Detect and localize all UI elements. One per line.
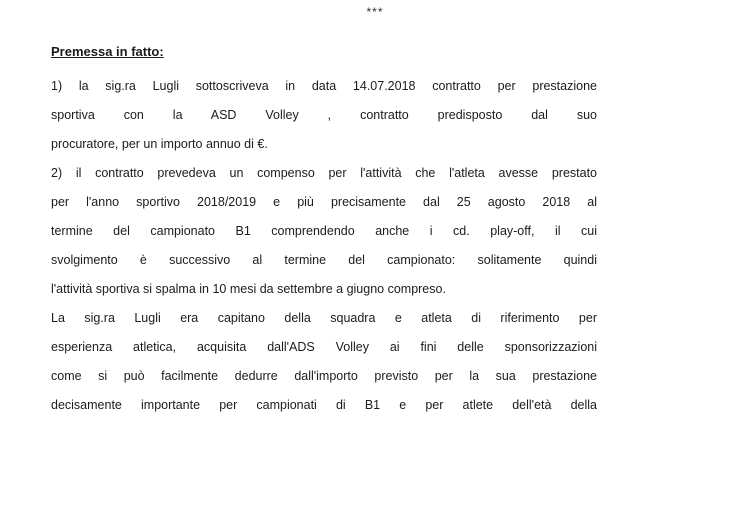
text-line: 2) il contratto prevedeva un compenso per l'attività che l'atleta avesse prestato	[51, 166, 597, 180]
text-line: decisamente importante per campionati di B1 e per atlete dell'età della	[51, 398, 597, 412]
section-heading: Premessa in fatto:	[51, 44, 164, 59]
text-line: procuratore, per un importo annuo di €.	[51, 137, 268, 151]
text-line: esperienza atletica, acquisita dall'ADS Volley ai fini delle sponsorizzazioni	[51, 340, 597, 354]
text-line: per l'anno sportivo 2018/2019 e più precisamente dal 25 agosto 2018 al	[51, 195, 597, 209]
document-body	[51, 72, 597, 420]
text-line: 1) la sig.ra Lugli sottoscriveva in data 14.07.2018 contratto per prestazione	[51, 79, 597, 93]
text-line: come si può facilmente dedurre dall'importo previsto per la sua prestazione	[51, 369, 597, 383]
text-line: La sig.ra Lugli era capitano della squadra e atleta di riferimento per	[51, 311, 597, 325]
text-line: sportiva con la ASD Volley , contratto predisposto dal suo	[51, 108, 597, 122]
section-separator: ***	[366, 5, 384, 19]
text-line: termine del campionato B1 comprendendo anche i cd. play-off, il cui	[51, 224, 597, 238]
text-line: svolgimento è successivo al termine del campionato: solitamente quindi	[51, 253, 597, 267]
text-line: l'attività sportiva si spalma in 10 mesi da settembre a giugno compreso.	[51, 282, 446, 296]
